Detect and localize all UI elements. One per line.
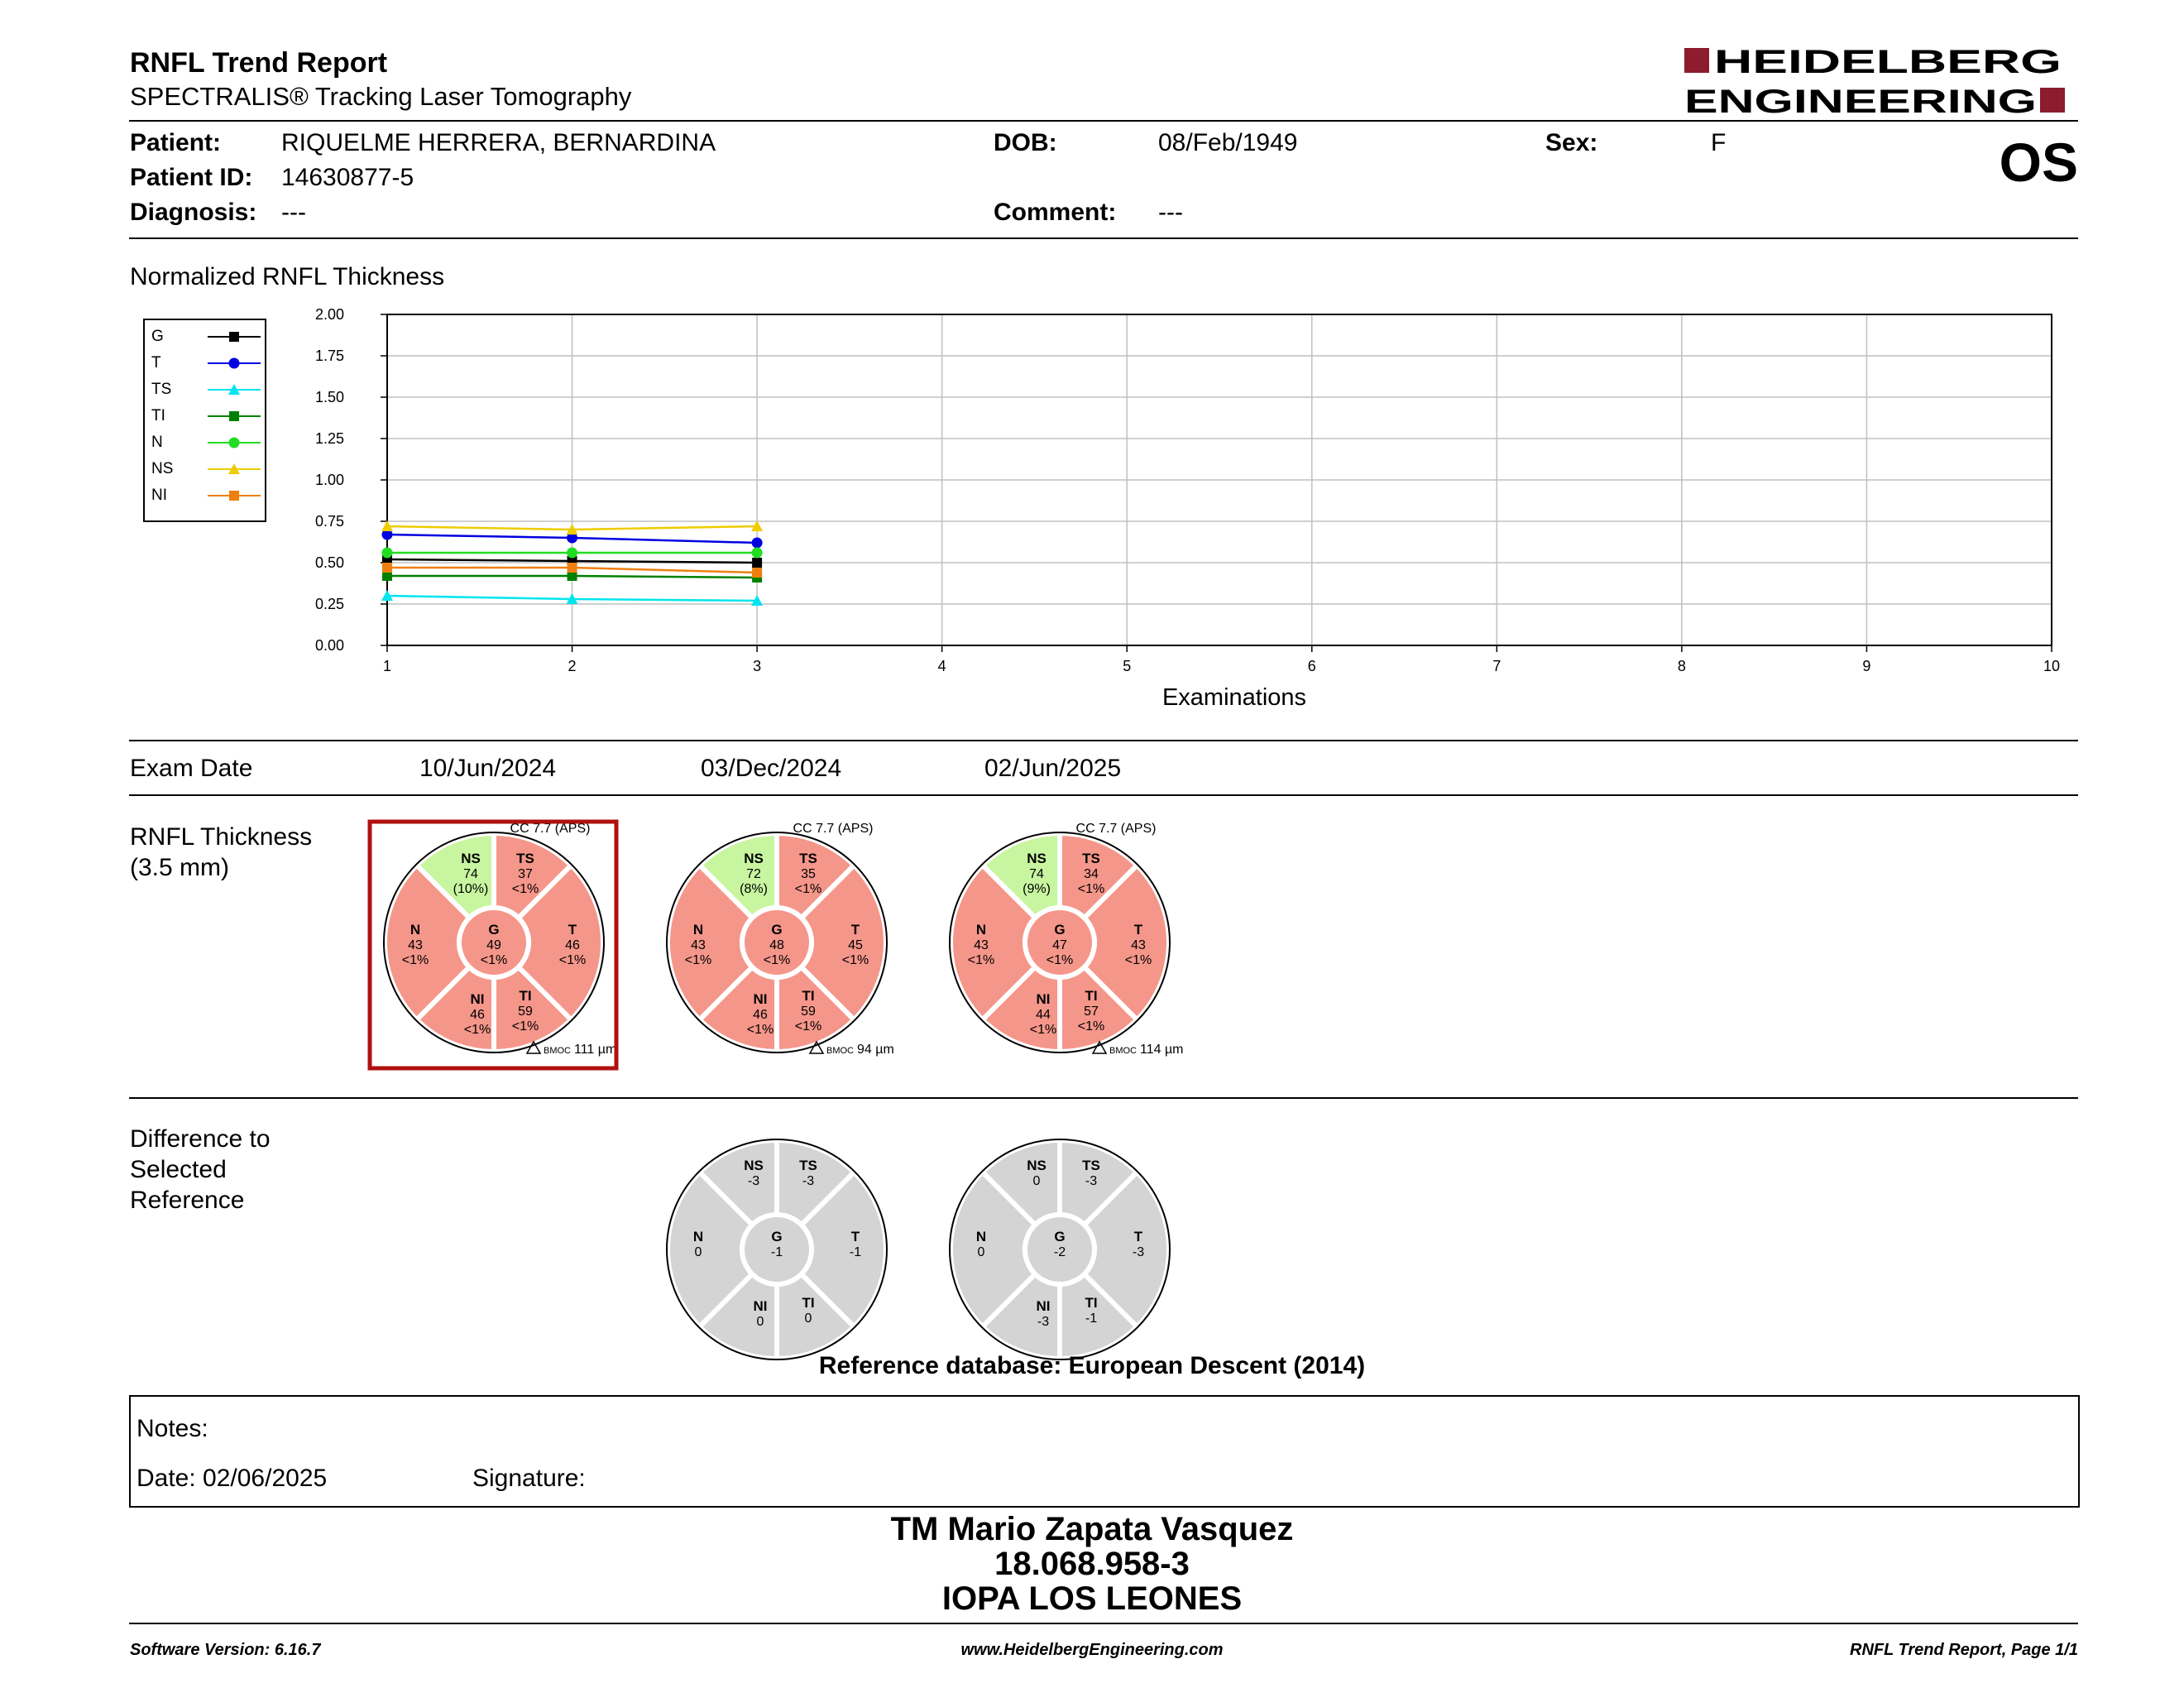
logo-text-line2: ENGINEERING (1684, 84, 2037, 119)
patient-name: RIQUELME HERRERA, BERNARDINA (281, 129, 716, 156)
sector-label-n: 0 (977, 1245, 985, 1259)
sector-label-ti: <1% (794, 1019, 822, 1033)
sector-label-ni: NI (753, 991, 768, 1007)
sector-label-ti: <1% (1077, 1019, 1105, 1033)
difference-plots (0, 1134, 2184, 1374)
bmoc-value: 114 µm (1140, 1043, 1184, 1057)
rnfl-plot-2 (667, 832, 887, 1053)
page-number: RNFL Trend Report, Page 1/1 (1850, 1641, 2078, 1659)
sector-label-ti: TI (802, 988, 815, 1004)
sector-label-ti: TI (1085, 1295, 1098, 1311)
difference-label-line2: Selected (130, 1156, 227, 1183)
sector-label-ns: NS (1027, 1158, 1046, 1173)
sector-label-t: T (1133, 1229, 1143, 1244)
y-tick-label: 0.75 (314, 513, 344, 530)
sector-label-ni: 0 (756, 1315, 764, 1329)
x-tick-label: 3 (753, 658, 762, 674)
legend-marker-t (229, 358, 240, 369)
sector-label-n: 43 (691, 938, 706, 952)
sector-label-ns: 74 (463, 867, 478, 881)
sector-label-ti: 59 (518, 1005, 533, 1019)
y-tick-label: 0.25 (314, 596, 344, 612)
legend-swatch (208, 486, 261, 506)
legend-swatch (208, 406, 261, 426)
sector-label-ts: 34 (1084, 867, 1099, 881)
x-tick-label: 9 (1862, 658, 1871, 674)
x-tick-label: 7 (1492, 658, 1502, 674)
website-link[interactable]: www.HeidelbergEngineering.com (960, 1641, 1224, 1659)
sector-label-ti: TI (1085, 988, 1098, 1004)
exam-date-2: 03/Dec/2024 (701, 755, 842, 782)
software-version: Software Version: 6.16.7 (130, 1641, 321, 1659)
sector-label-ni: NI (753, 1298, 768, 1314)
sector-label-ts: -3 (802, 1174, 815, 1188)
difference-plot-3 (950, 1139, 1170, 1360)
difference-label-line1: Difference to (130, 1125, 271, 1153)
eye-indicator: OS (1999, 132, 2078, 193)
exam-date-divider (129, 794, 2078, 796)
legend-swatch (208, 380, 261, 400)
legend-item-n (151, 431, 259, 456)
sector-label-ts: <1% (1077, 882, 1105, 896)
legend-marker-n (229, 438, 240, 448)
x-tick-label: 1 (382, 658, 392, 674)
bmoc-prefix: BMOC (1109, 1046, 1137, 1056)
sector-label-ni: NI (470, 991, 485, 1007)
sector-label-ni: 44 (1036, 1008, 1051, 1022)
legend-label: NS (151, 460, 174, 477)
legend-label: N (151, 434, 163, 451)
y-tick-label: 1.00 (314, 472, 344, 488)
rnfl-plot-1 (384, 832, 604, 1053)
rnfl-divider (129, 1097, 2078, 1099)
sector-label-t: <1% (1124, 953, 1152, 967)
dob-label: DOB: (994, 129, 1057, 156)
sector-label-t: T (850, 1229, 860, 1244)
sector-label-ni: NI (1036, 1298, 1051, 1314)
sector-label-n: N (692, 922, 704, 938)
sector-label-ts: 35 (801, 867, 816, 881)
exam-date-3: 02/Jun/2025 (984, 755, 1122, 782)
bmoc-prefix: BMOC (544, 1046, 571, 1056)
notes-label: Notes: (136, 1415, 208, 1442)
sector-label-n: N (410, 922, 421, 938)
sector-label-ns: (10%) (453, 882, 489, 896)
diagnosis-label: Diagnosis: (130, 199, 257, 226)
sector-label-g: G (1054, 922, 1066, 938)
y-tick-label: 0.00 (314, 637, 344, 654)
legend-marker-ni (229, 491, 239, 501)
sector-label-ts: TS (1082, 851, 1100, 866)
chart-legend (143, 319, 266, 522)
difference-plot-2 (667, 1139, 887, 1360)
sector-label-ts: <1% (511, 882, 539, 896)
legend-label: TS (151, 381, 172, 398)
legend-swatch (208, 459, 261, 479)
sector-label-ti: <1% (511, 1019, 539, 1033)
sector-label-ti: 59 (801, 1005, 816, 1019)
y-tick-label: 1.50 (314, 389, 344, 405)
sector-label-ns: -3 (747, 1174, 760, 1188)
sector-label-ts: TS (799, 1158, 817, 1173)
sector-label-g: 49 (486, 938, 501, 952)
chart-title: Normalized RNFL Thickness (130, 263, 445, 290)
sector-label-ts: -3 (1085, 1174, 1098, 1188)
comment-value: --- (1158, 199, 1183, 226)
stamp-id: 18.068.958-3 (994, 1546, 1190, 1582)
rnfl-thickness-plots (0, 811, 2184, 1084)
legend-label: G (151, 328, 164, 345)
exam-date-1: 10/Jun/2024 (419, 755, 557, 782)
sector-label-ns: 74 (1029, 867, 1044, 881)
legend-marker-g (229, 332, 239, 342)
sector-label-g: G (1054, 1229, 1066, 1244)
data-point-ni (752, 568, 762, 578)
exam-date-label: Exam Date (130, 755, 253, 782)
sector-label-ns: NS (744, 1158, 764, 1173)
rnfl-diameter-label: (3.5 mm) (130, 854, 229, 881)
chart-divider (129, 740, 2078, 741)
y-tick-label: 1.75 (314, 348, 344, 364)
data-point-ni (382, 563, 392, 573)
y-tick-label: 0.50 (314, 554, 344, 571)
sector-label-g: -2 (1053, 1245, 1066, 1259)
data-point-n (752, 548, 763, 559)
sector-label-t: T (1133, 922, 1143, 938)
logo-square-top (1684, 48, 1709, 73)
sector-label-g: 47 (1052, 938, 1067, 952)
legend-item-ts (151, 378, 259, 403)
sector-label-ts: 37 (518, 867, 533, 881)
sector-label-ni: NI (1036, 991, 1051, 1007)
sector-label-g: G (771, 1229, 783, 1244)
dob-value: 08/Feb/1949 (1158, 129, 1298, 156)
sector-label-ns: 72 (746, 867, 761, 881)
cc-label: CC 7.7 (APS) (510, 822, 591, 836)
legend-item-ti (151, 405, 259, 429)
sector-label-ti: -1 (1085, 1312, 1098, 1326)
sector-label-ni: 46 (753, 1008, 768, 1022)
x-tick-label: 10 (2043, 658, 2061, 674)
legend-label: NI (151, 487, 167, 504)
patient-id-label: Patient ID: (130, 164, 253, 191)
notes-date: Date: 02/06/2025 (136, 1465, 328, 1492)
sector-label-ns: NS (1027, 851, 1046, 866)
difference-label-line3: Reference (130, 1187, 245, 1214)
data-point-g (752, 558, 762, 568)
sector-label-n: <1% (401, 953, 429, 967)
sector-label-ns: NS (744, 851, 764, 866)
sex-label: Sex: (1545, 129, 1598, 156)
sector-label-ti: TI (802, 1295, 815, 1311)
cc-label: CC 7.7 (APS) (793, 822, 874, 836)
sector-label-n: N (975, 1229, 987, 1244)
y-tick-label: 1.25 (314, 430, 344, 447)
x-tick-label: 4 (937, 658, 946, 674)
data-point-ni (568, 563, 577, 573)
legend-label: T (151, 354, 161, 372)
sector-label-ns: (8%) (740, 882, 768, 896)
sector-label-t: 45 (848, 938, 863, 952)
data-point-n (567, 548, 577, 559)
cc-label: CC 7.7 (APS) (1075, 822, 1157, 836)
legend-item-ni (151, 484, 259, 509)
rnfl-plot-3 (950, 832, 1170, 1053)
sector-label-t: -1 (849, 1245, 862, 1259)
heidelberg-logo (1684, 43, 2065, 119)
sector-label-ts: <1% (794, 882, 822, 896)
sector-label-ti: TI (519, 988, 532, 1004)
sector-label-n: N (975, 922, 987, 938)
bmoc-prefix: BMOC (826, 1046, 854, 1056)
x-tick-label: 8 (1677, 658, 1686, 674)
x-tick-label: 2 (568, 658, 577, 674)
report-title: RNFL Trend Report (130, 47, 388, 79)
sector-label-g: <1% (1046, 953, 1074, 967)
sector-label-t: 46 (565, 938, 580, 952)
sector-label-ts: TS (516, 851, 534, 866)
sector-label-n: 0 (694, 1245, 702, 1259)
legend-swatch (208, 327, 261, 347)
comment-label: Comment: (994, 199, 1117, 226)
sector-label-ti: 0 (804, 1312, 812, 1326)
sector-label-n: <1% (967, 953, 995, 967)
sector-label-ni: -3 (1037, 1315, 1050, 1329)
rnfl-thickness-label: RNFL Thickness (130, 823, 313, 851)
legend-swatch (208, 433, 261, 453)
patient-label: Patient: (130, 129, 222, 156)
patient-id-value: 14630877-5 (281, 164, 414, 191)
legend-label: TI (151, 407, 165, 424)
report-subtitle: SPECTRALIS® Tracking Laser Tomography (130, 82, 632, 111)
sector-label-g: <1% (763, 953, 791, 967)
sector-label-n: 43 (974, 938, 989, 952)
sector-label-ni: 46 (470, 1008, 485, 1022)
header-divider (129, 120, 2078, 122)
sector-label-ts: TS (799, 851, 817, 866)
sector-label-ns: 0 (1032, 1174, 1041, 1188)
sector-label-g: G (488, 922, 500, 938)
stamp-institution: IOPA LOS LEONES (941, 1580, 1243, 1617)
stamp-name: TM Mario Zapata Vasquez (890, 1511, 1294, 1547)
sector-label-g: <1% (480, 953, 508, 967)
x-axis-label: Examinations (1161, 684, 1307, 711)
bmoc-value: 111 µm (574, 1043, 617, 1057)
sector-label-ni: <1% (746, 1023, 774, 1037)
sector-label-ni: <1% (1029, 1023, 1057, 1037)
sector-label-n: 43 (408, 938, 423, 952)
bmoc-value: 94 µm (857, 1043, 894, 1057)
legend-item-g (151, 325, 259, 350)
sector-label-n: N (692, 1229, 704, 1244)
sector-label-t: -3 (1132, 1245, 1145, 1259)
data-point-n (382, 548, 393, 559)
legend-item-ns (151, 458, 259, 482)
sector-label-ns: NS (461, 851, 481, 866)
sector-label-ni: <1% (463, 1023, 491, 1037)
diagnosis-value: --- (281, 199, 306, 226)
signature-label: Signature: (472, 1465, 586, 1492)
sector-label-g: G (771, 922, 783, 938)
x-tick-label: 6 (1307, 658, 1316, 674)
logo-square-bottom (2040, 88, 2065, 113)
logo-text-line1: HEIDELBERG (1714, 44, 2062, 80)
logo-graphic (1684, 43, 2065, 119)
trend-chart (281, 302, 2068, 716)
sector-label-ts: TS (1082, 1158, 1100, 1173)
legend-swatch (208, 353, 261, 373)
sector-label-t: <1% (841, 953, 869, 967)
legend-item-t (151, 352, 259, 376)
sector-label-t: 43 (1131, 938, 1146, 952)
sector-label-ti: 57 (1084, 1005, 1099, 1019)
data-point-t (752, 538, 763, 549)
sector-label-n: <1% (684, 953, 712, 967)
sector-label-t: T (850, 922, 860, 938)
legend-marker-ti (229, 411, 239, 421)
sector-label-g: -1 (770, 1245, 783, 1259)
sex-value: F (1711, 129, 1727, 156)
notes-box (129, 1395, 2080, 1508)
x-tick-label: 5 (1123, 658, 1132, 674)
reference-database: Reference database: European Descent (2014) (818, 1352, 1366, 1379)
sector-label-t: T (568, 922, 577, 938)
sector-label-ns: (9%) (1023, 882, 1051, 896)
sector-label-t: <1% (558, 953, 587, 967)
y-tick-label: 2.00 (314, 306, 344, 323)
patient-divider (129, 237, 2078, 239)
footer-divider (129, 1623, 2078, 1624)
sector-label-g: 48 (769, 938, 784, 952)
